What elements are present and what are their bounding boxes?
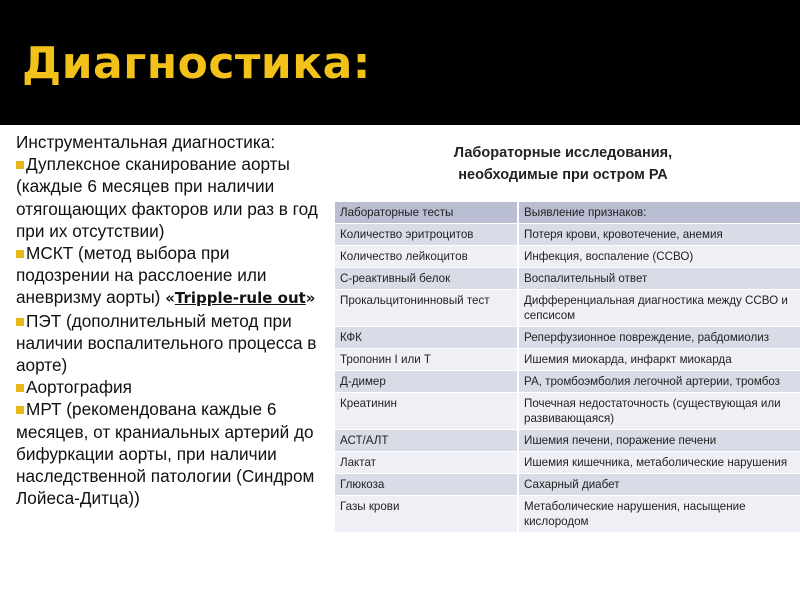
- cell-test: Лактат: [335, 452, 518, 474]
- column-header-signs: Выявление признаков:: [518, 202, 800, 224]
- cell-signs: Сахарный диабет: [518, 474, 800, 496]
- table-row: [335, 268, 800, 290]
- cell-test: С-реактивный белок: [335, 268, 518, 290]
- table-row: [335, 290, 800, 327]
- title-bar: [0, 0, 800, 125]
- cell-test: КФК: [335, 327, 518, 349]
- cell-signs: Воспалительный ответ: [518, 268, 800, 290]
- list-item-duplex: Дуплексное сканирование аорты (каждые 6 месяцев при наличии отягощающих факторов или раз в год при их отсутствии): [16, 154, 318, 241]
- cell-test: Тропонин I или T: [335, 349, 518, 371]
- lab-tests-panel: [333, 130, 800, 600]
- strong-quote-open: «: [165, 289, 175, 308]
- tripple-rule-out: Tripple-rule out: [174, 289, 306, 308]
- cell-signs: Метаболические нарушения, насыщение кислородом: [518, 496, 800, 533]
- cell-signs: Инфекция, воспаление (ССВО): [518, 246, 800, 268]
- list-item-mri: МРТ (рекомендована каждые 6 месяцев, от краниальных артерий до бифуркации аорты, при наличии наследственной патологии (Синдром Лойеса-Дитца)): [16, 399, 315, 509]
- cell-test: Креатинин: [335, 393, 518, 430]
- cell-test: Количество эритроцитов: [335, 224, 518, 246]
- bullet-icon: [16, 318, 24, 326]
- list-item-msct: МСКТ (метод выбора при подозрении на расслоение или аневризму аорты) «Tripple-rule out»: [16, 243, 316, 308]
- cell-signs: Почечная недостаточность (существующая или развивающаяся): [518, 393, 800, 430]
- table-header-row: [335, 202, 800, 224]
- lab-table-title: Лабораторные исследования, необходимые при остром РА: [453, 145, 673, 183]
- cell-signs: РА, тромбоэмболия легочной артерии, тромбоз: [518, 371, 800, 393]
- table-row: [335, 496, 800, 533]
- table-row: [335, 371, 800, 393]
- cell-test: Количество лейкоцитов: [335, 246, 518, 268]
- cell-test: Прокальцитонинновый тест: [335, 290, 518, 327]
- list-item-aortography: Аортография: [16, 376, 326, 398]
- cell-signs: Ишемия печени, поражение печени: [518, 430, 800, 452]
- left-heading: Инструментальная диагностика:: [16, 132, 276, 152]
- table-row: [335, 246, 800, 268]
- bullet-icon: [16, 384, 24, 392]
- cell-test: АСТ/АЛТ: [335, 430, 518, 452]
- cell-signs: Ишемия кишечника, метаболические нарушения: [518, 452, 800, 474]
- table-row: [335, 327, 800, 349]
- bullet-icon: [16, 161, 24, 169]
- cell-signs: Ишемия миокарда, инфаркт миокарда: [518, 349, 800, 371]
- cell-test: Газы крови: [335, 496, 518, 533]
- cell-signs: Потеря крови, кровотечение, анемия: [518, 224, 800, 246]
- table-row: [335, 430, 800, 452]
- cell-signs: Дифференциальная диагностика между ССВО и сепсисом: [518, 290, 800, 327]
- table-row: [335, 224, 800, 246]
- bullet-icon: [16, 406, 24, 414]
- table-row: [335, 474, 800, 496]
- table-row: [335, 349, 800, 371]
- slide-title: Диагностика:: [22, 38, 371, 89]
- list-item-pet: ПЭТ (дополнительный метод при наличии воспалительного процесса в аорте): [16, 310, 317, 376]
- column-header-tests: Лабораторные тесты: [335, 202, 518, 224]
- instrumental-diagnostics: [16, 131, 326, 509]
- table-row: [335, 393, 800, 430]
- cell-test: Д-димер: [335, 371, 518, 393]
- strong-quote-close: »: [305, 289, 316, 308]
- cell-test: Глюкоза: [335, 474, 518, 496]
- cell-signs: Реперфузионное повреждение, рабдомиолиз: [518, 327, 800, 349]
- lab-tests-table: [335, 202, 800, 533]
- bullet-icon: [16, 250, 24, 258]
- table-row: [335, 452, 800, 474]
